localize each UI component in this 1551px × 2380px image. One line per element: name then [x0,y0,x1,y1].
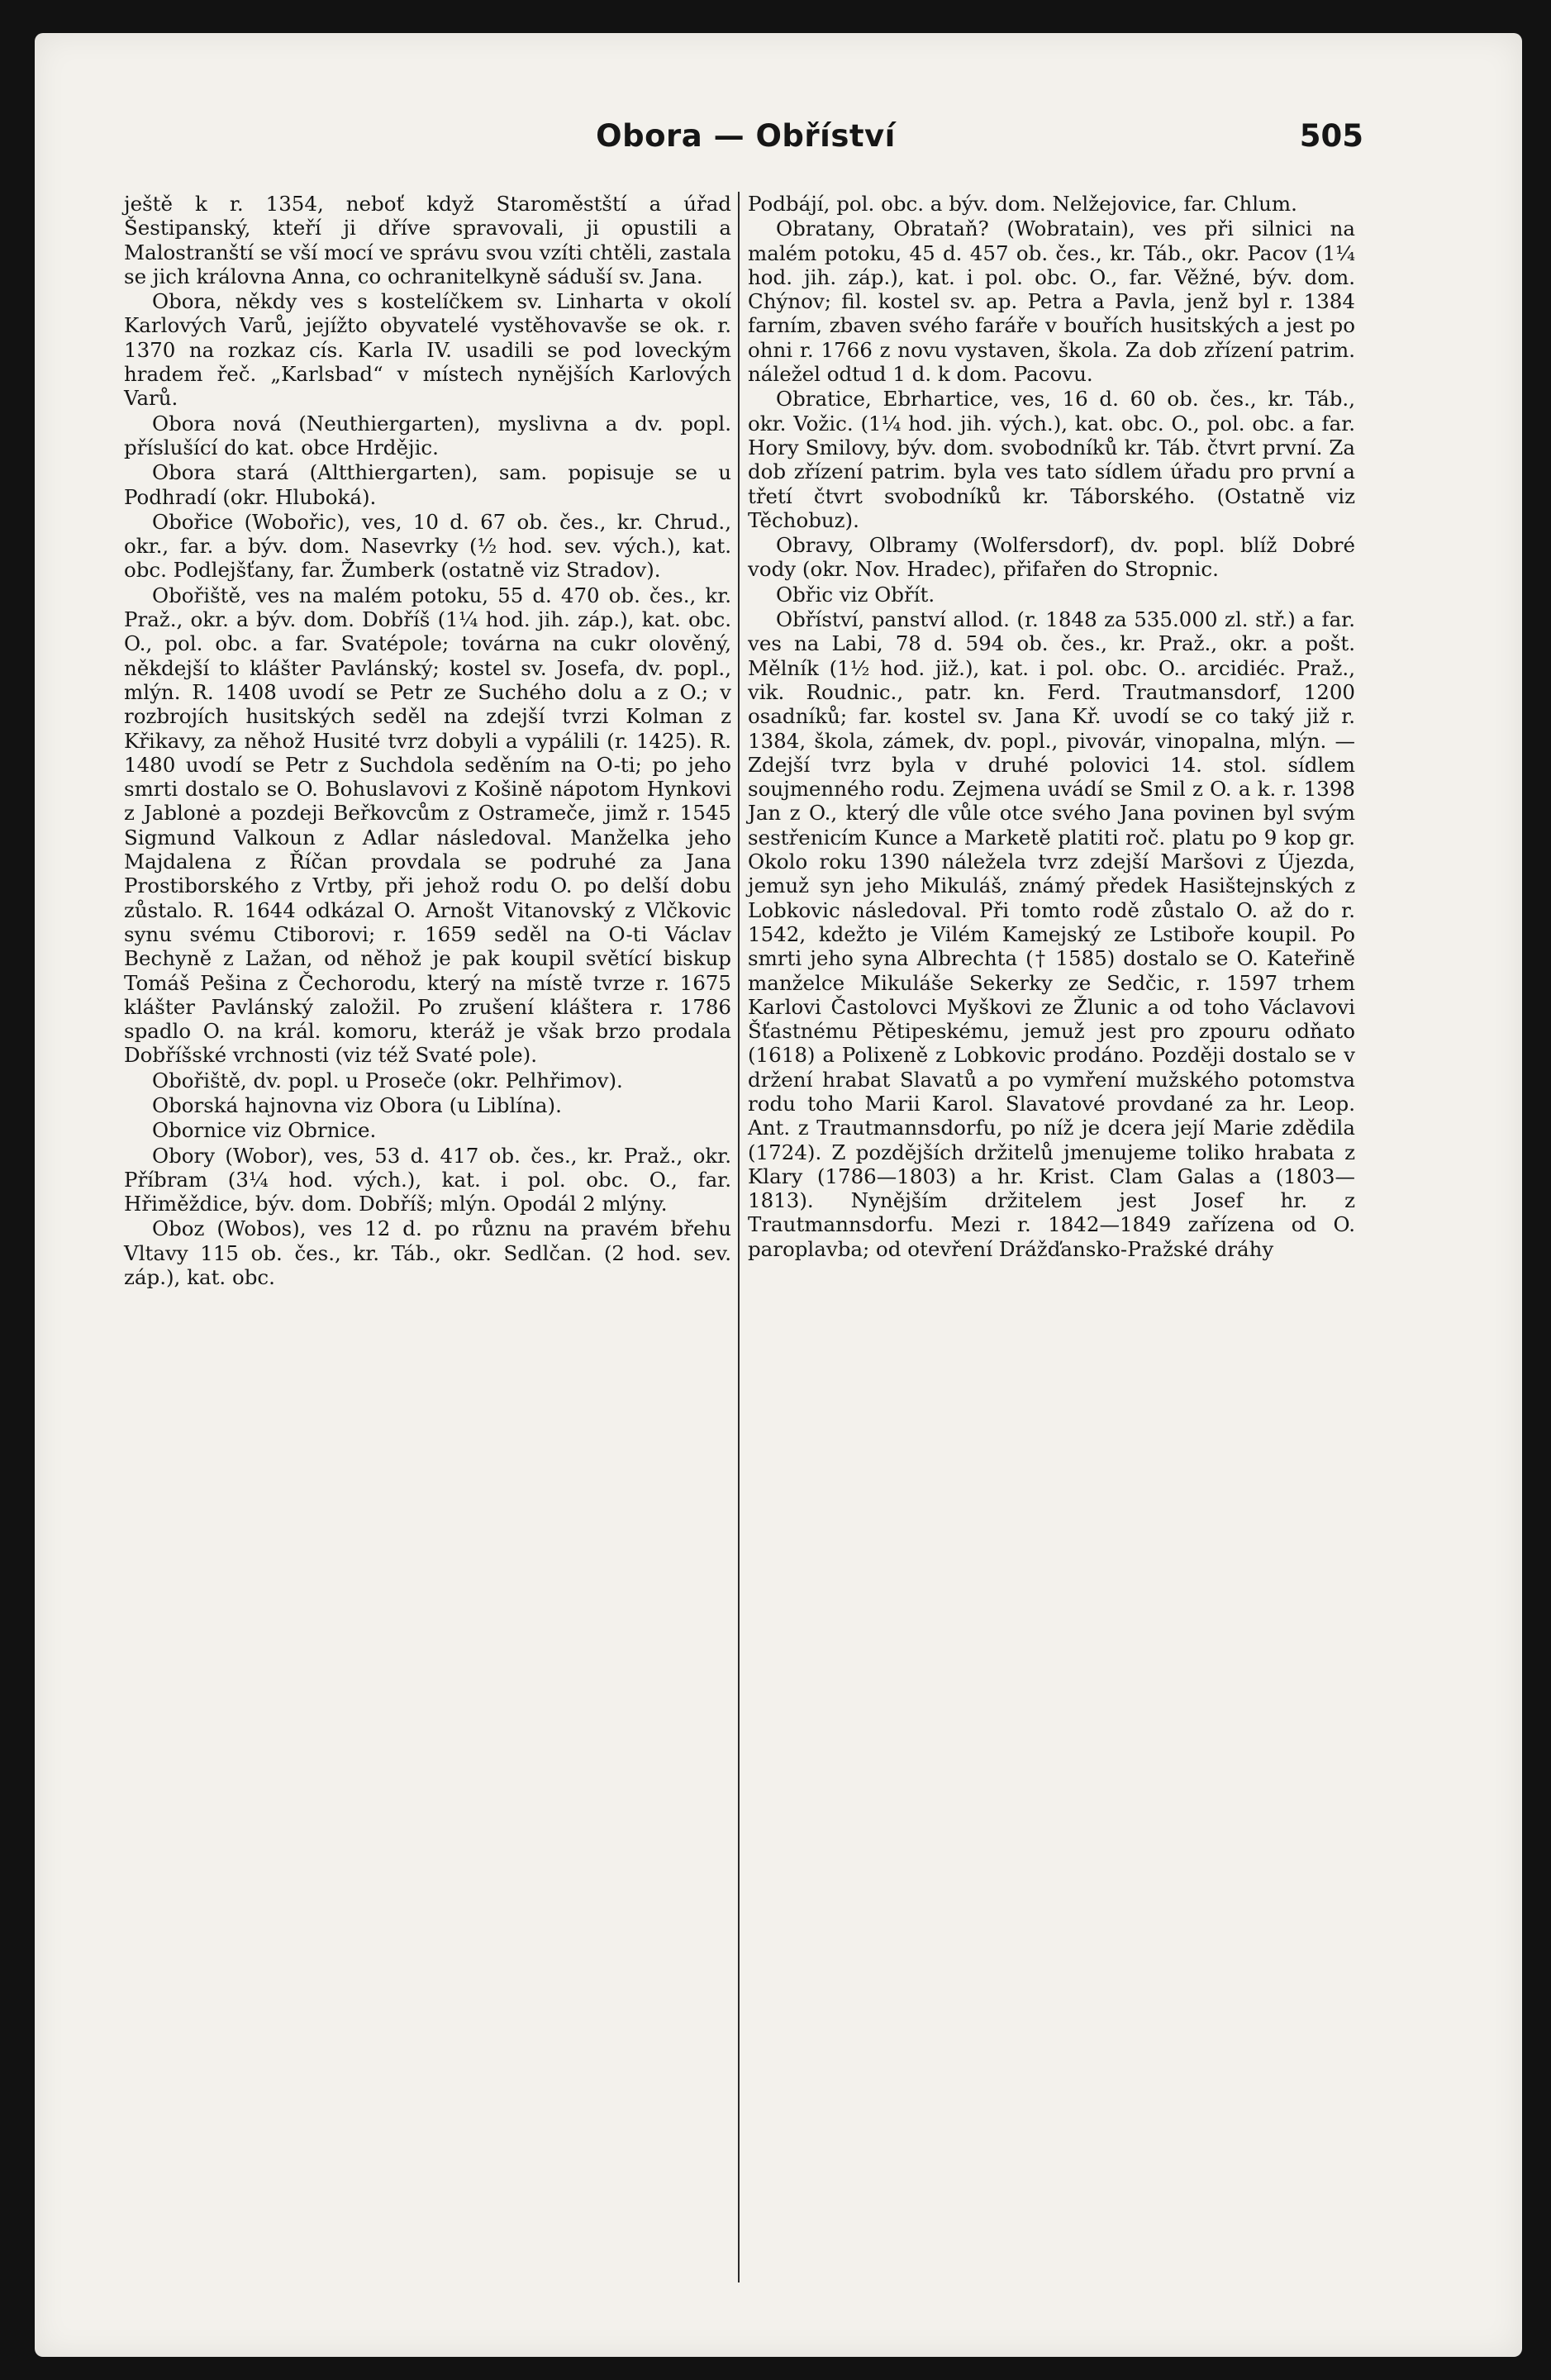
right-column [748,192,1355,1262]
entry-obora-linhart: Obora, někdy ves s kostelíčkem sv. Linharta v okolí Karlových Varů, jejížto obyvatelé vystěhovavše se ok. r. 1370 na rozkaz cís. Karla IV. usadili se pod loveckým hradem řeč. „Karlsbad“ v místech nynějších Karlových Varů. [124,289,731,411]
entry-obornice: Obornice viz Obrnice. [152,1118,377,1143]
entry-continuation: ještě k r. 1354, neboť když Staroměstští a úřad Šestipanský, kteří ji dříve spravovali, ji opustili a Malostranští se vší mocí ve správu svou vzíti chtěli, zastala se jich královna Anna, co ochranitelkyně sáduší sv. Jana. [124,192,731,288]
entry-oborice: Obořice (Wobořic), ves, 10 d. 67 ob. čes., kr. Chrud., okr., far. a býv. dom. Nasevrky (½ hod. sev. vých.), kat. obc. Podlejšťany, far. Žumberk (ostatně viz Stradov). [124,509,731,583]
entry-oborska-hajnovna: Oborská hajnovna viz Obora (u Liblína). [152,1092,562,1117]
entry-obratice: Obratice, Ebrhartice, ves, 16 d. 60 ob. čes., kr. Táb., okr. Vožic. (1¼ hod. jih. vých.), kat. obc. O., pol. obc. a far. Hory Smilovy, býv. dom. svobodníků kr. Táb. čtvrt první. Za dob zřízení patrim. byla ves tato sídlem úřadu pro první a třetí čtvrt svobodníků kr. Táborského. (Ostatně viz Těchobuz). [748,387,1355,532]
entry-obric: Obřic viz Obřít. [776,582,935,607]
entry-obora-stara: Obora stará (Altthiergarten), sam. popisuje se u Podhradí (okr. Hluboká). [124,460,731,509]
entry-obravy: Obravy, Olbramy (Wolfersdorf), dv. popl. blíž Dobré vody (okr. Nov. Hradec), přifařen do Stropnic. [748,533,1355,582]
column-divider [738,192,740,2282]
entry-obora-nova: Obora nová (Neuthiergarten), myslivna a dv. popl. příslušící do kat. obce Hrdějic. [124,411,731,459]
entry-obratany: Obratany, Obrataň? (Wobratain), ves při silnici na malém potoku, 45 d. 457 ob. čes., kr. Táb., okr. Pacov (1¼ hod. jih. záp.), kat. i pol. obc. O., far. Věžné, býv. dom. Chýnov; fil. kostel sv. ap. Petra a Pavla, jenž byl r. 1384 farním, zbaven svého faráře v bouřích husitských a jest po ohni r. 1766 z novu vystaven, škola. Za dob zřízení patrim. náležel odtud 1 d. k dom. Pacovu. [748,217,1355,387]
page-number: 505 [1299,118,1363,154]
entry-obristvi: Obříství, panství allod. (r. 1848 za 535.000 zl. stř.) a far. ves na Labi, 78 d. 594 ob. čes., kr. Praž., okr. a pošt. Mělník (1½ hod. již.), kat. i pol. obc. O.. arcidiéc. Praž., vik. Roudnic., patr. kn. Ferd. Trautmansdorf, 1200 osadníků; far. kostel sv. Jana Kř. uvodí se co taký již r. 1384, škola, zámek, dv. popl., pivovár, vinopalna, mlýn. — Zdejší tvrz byla v druhé polovici 14. stol. sídlem soujmenného rodu. Zejmena uvádí se Smil z O. a k. r. 1398 Jan z O., který dle vůle otce svého Jana povinen byl svým sestřenicím Kunce a Marketě platiti roč. platu po 9 kop gr. Okolo roku 1390 náležela tvrz zdejší Maršovi z Újezda, jemuž syn jeho Mikuláš, známý předek Hasištejnských z Lobkovic následoval. Při tomto rodě zůstalo O. až do r. 1542, kdežto je Vilém Kamejský ze Lstiboře koupil. Po smrti jeho syna Albrechta († 1585) dostalo se O. Kateřině manželce Mikuláše Sekerky ze Sedčic, r. 1597 trhem Karlovi Častolovci Myškovi ze Žlunic a od toho Václavovi Šťastnému Pětipeskému, jemuž jest pro zpouru odňato (1618) a Polixeně z Lobkovic prodáno. Později dostalo se v držení hrabat Slavatů a po vymření mužského potomstva rodu toho Marii Karol. Slavatové provdané za hr. Leop. Ant. z Trautmannsdorfu, po níž je dcera její Marie zdědila (1724). Z pozdějších držitelů jmenujeme toliko hrabata z Klary (1786—1803) a hr. Krist. Clam Galas a (1803—1813). Nynějším držitelem jest Josef hr. z Trautmannsdorfu. Mezi r. 1842—1849 zařízena od O. paroplavba; od otevření Drážďansko-Pražské dráhy [748,607,1355,1261]
entry-obory: Obory (Wobor), ves, 53 d. 417 ob. čes., kr. Praž., okr. Příbram (3¼ hod. vých.), kat. i pol. obc. O., far. Hřiměždice, býv. dom. Dobříš; mlýn. Opodál 2 mlýny. [124,1143,731,1216]
entry-continuation: Podbájí, pol. obc. a býv. dom. Nelžejovice, far. Chlum. [748,192,1297,216]
running-title: Obora — Obříství [596,118,896,154]
entry-oboriste: Obořiště, ves na malém potoku, 55 d. 470 ob. čes., kr. Praž., okr. a býv. dom. Dobříš (1¼ hod. jih. záp.), kat. obc. O., pol. obc. a far. Svatépole; továrna na cukr olověný, někdejší to klášter Pavlánský; kostel sv. Josefa, dv. popl., mlýn. R. 1408 uvodí se Petr ze Suchého dolu a z O.; v rozbrojích husitských seděl na zdejší tvrzi Kolman z Křikavy, za něhož Husité tvrz dobyli a vypálili (r. 1425). R. 1480 uvodí se Petr z Suchdola seděním na O-ti; po jeho smrti dostalo se O. Bohuslavovi z Košině nápotom Hynkovi z Jablonė a pozdeji Beřkovcům z Ostrameče, jimž r. 1545 Sigmund Valkoun z Adlar následoval. Manželka jeho Majdalena z Říčan provdala se podruhé za Jana Prostiborského z Vrtby, při jehož rodu O. po delší dobu zůstalo. R. 1644 odkázal O. Arnošt Vitanovský z Vlčkovic synu svému Ctiborovi; r. 1659 seděl na O-ti Václav Bechyně z Lažan, od něhož je pak koupil světící biskup Tomáš Pešina z Čechorodu, který na místě tvrze r. 1675 klášter Pavlánský založil. Po zrušení kláštera r. 1786 spadlo O. na král. komoru, kteráž je však brzo prodala Dobříšské vrchnosti (viz též Svaté pole). [124,583,731,1068]
entry-oboz: Oboz (Wobos), ves 12 d. po různu na pravém břehu Vltavy 115 ob. čes., kr. Táb., okr. Sedlčan. (2 hod. sev. záp.), kat. obc. [124,1216,731,1290]
entry-oboriste-dvur: Obořiště, dv. popl. u Proseče (okr. Pelhřimov). [152,1068,623,1092]
left-column [124,192,731,1290]
page-header [128,118,1363,168]
